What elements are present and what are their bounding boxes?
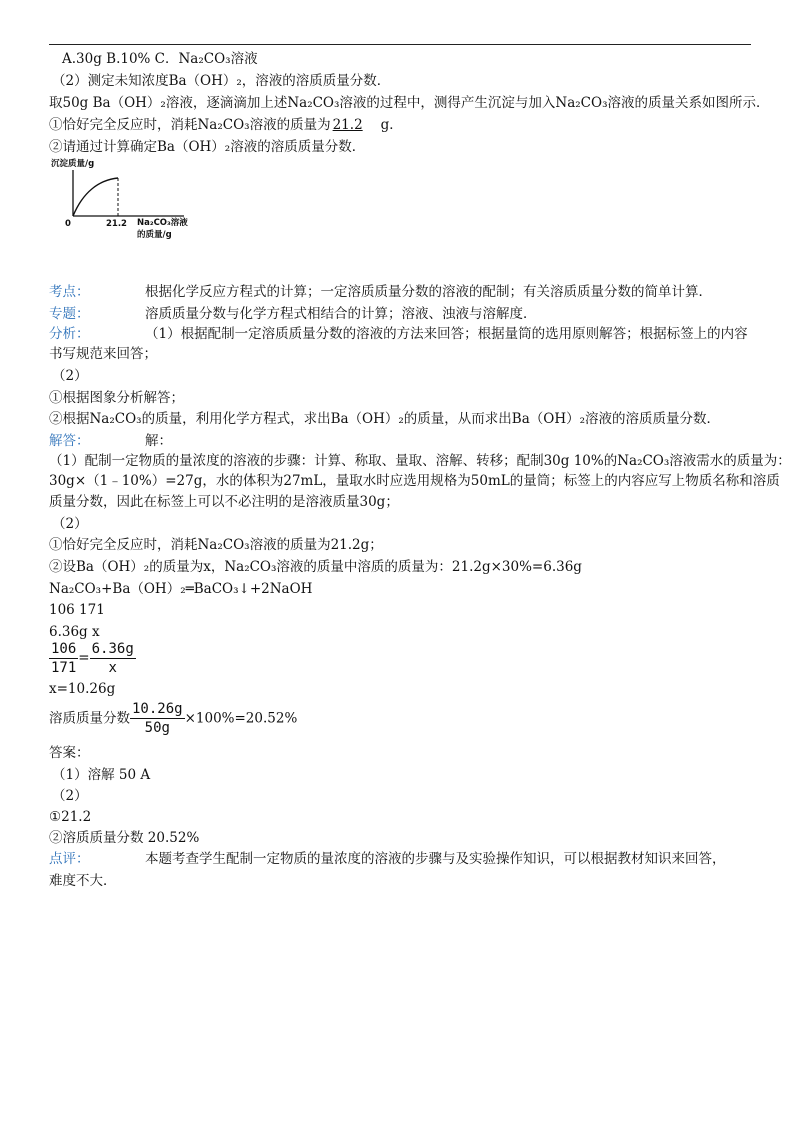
question-1-answer: 21.2 <box>332 117 363 133</box>
graph-origin: 0 <box>65 219 71 229</box>
mass-fraction-prefix: 溶质质量分数 <box>49 710 130 727</box>
fenxi-point-2: ②根据Na₂CO₃的质量，利用化学方程式，求出Ba（OH）₂的质量，从而求出Ba（OH）₂溶液的溶质质量分数． <box>49 411 721 427</box>
question-1-unit: g． <box>380 117 403 133</box>
jieda-row <box>49 432 759 450</box>
x-result: x=10.26g <box>49 681 116 697</box>
mass-fraction-calc <box>49 700 759 737</box>
precipitate-graph <box>49 158 189 243</box>
answer-2-1: ①21.2 <box>49 809 92 825</box>
graph-x-label-2: 的质量/g <box>137 230 172 240</box>
kaodian-text: 根据化学反应方程式的计算；一定溶质质量分数的溶液的配制；有关溶质质量分数的简单计算． <box>145 284 712 300</box>
fenxi-part2: （2） <box>52 368 88 384</box>
part2-intro: （2）测定未知浓度Ba（OH）₂，溶液的溶质质量分数． <box>52 73 391 89</box>
zhuanti-row <box>49 305 759 323</box>
options-line: A.30g B.10% C．Na₂CO₃溶液 <box>62 51 258 67</box>
zhuanti-text: 溶质质量分数与化学方程式相结合的计算；溶液、浊液与溶解度． <box>145 306 537 322</box>
fenxi-point-1: ①根据图象分析解答； <box>49 390 184 406</box>
chemical-equation: Na₂CO₃+Ba（OH）₂═BaCO₃↓+2NaOH <box>49 581 313 597</box>
answer-2-head: （2） <box>52 788 88 804</box>
top-rule <box>49 44 751 45</box>
question-2: ②请通过计算确定Ba（OH）₂溶液的溶质质量分数． <box>49 139 366 155</box>
answer-2-2: ②溶质质量分数 20.52% <box>49 830 200 846</box>
graph-curve <box>73 178 118 216</box>
solution-1-line-1: （1）配制一定物质的量浓度的溶液的步骤：计算、称取、量取、溶解、转移；配制30g 10%的Na₂CO₃溶液需水的质量为： <box>49 453 791 469</box>
zhuanti-label: 专题： <box>49 306 90 322</box>
ratio-equals: = <box>78 650 90 666</box>
question-1 <box>49 116 759 134</box>
comment-text-1: 本题考查学生配制一定物质的量浓度的溶液的步骤与及实验操作知识，可以根据教材知识来回答， <box>145 851 726 867</box>
molecular-weights: 106 171 <box>49 602 105 618</box>
comment-label: 点评： <box>49 851 90 867</box>
solution-2-line-1: ①恰好完全反应时，消耗Na₂CO₃溶液的质量为21.2g； <box>49 537 383 553</box>
comment-row <box>49 850 759 868</box>
part2-description: 取50g Ba（OH）₂溶液，逐滴滴加上述Na₂CO₃溶液的过程中，测得产生沉淀与加入Na₂CO₃溶液的质量关系如图所示． <box>49 95 770 111</box>
kaodian-label: 考点： <box>49 284 90 300</box>
graph-x-label-1: Na₂CO₃溶液 <box>137 218 188 228</box>
jie-text: 解： <box>145 433 172 449</box>
ratio-fraction-1: $\frac{106}{171}$ <box>51 641 77 676</box>
mass-fraction-suffix: ×100%=20.52% <box>184 710 298 727</box>
question-1-prefix: ①恰好完全反应时，消耗Na₂CO₃溶液的质量为 <box>49 117 331 133</box>
answers-label: 答案： <box>49 745 90 761</box>
ratio-fraction-2: $\frac{6.36g}{x}$ <box>91 641 134 676</box>
fenxi-text-2: 书写规范来回答； <box>49 346 157 362</box>
answer-1: （1）溶解 50 A <box>52 767 151 783</box>
fenxi-row <box>49 325 759 343</box>
comment-text-2: 难度不大． <box>49 873 117 889</box>
fenxi-label: 分析： <box>49 326 90 342</box>
graph-x-tick: 21.2 <box>106 219 127 229</box>
kaodian-row <box>49 283 759 301</box>
solution-1-line-3: 质量分数，因此在标签上可以不必注明的是溶液质量30g； <box>49 494 399 510</box>
jieda-label: 解答： <box>49 433 90 449</box>
solution-1-line-2: 30g×（1﹣10%）=27g，水的体积为27mL，量取水时应选用规格为50mL的量筒；标签上的内容应写上物质名称和溶质 <box>49 473 780 489</box>
ratio-equation <box>49 640 759 677</box>
solution-2-line-2: ②设Ba（OH）₂的质量为x，Na₂CO₃溶液的质量中溶质的质量为：21.2g×30%=6.36g <box>49 559 582 575</box>
graph-y-label: 沉淀质量/g <box>51 159 95 169</box>
mass-fraction-fraction: $\frac{10.26g}{50g}$ <box>132 701 183 736</box>
solution-2-head: （2） <box>52 516 88 532</box>
fenxi-text-1: （1）根据配制一定溶质质量分数的溶液的方法来回答；根据量筒的选用原则解答；根据标签上的内容 <box>145 326 748 342</box>
known-masses: 6.36g x <box>49 624 100 640</box>
